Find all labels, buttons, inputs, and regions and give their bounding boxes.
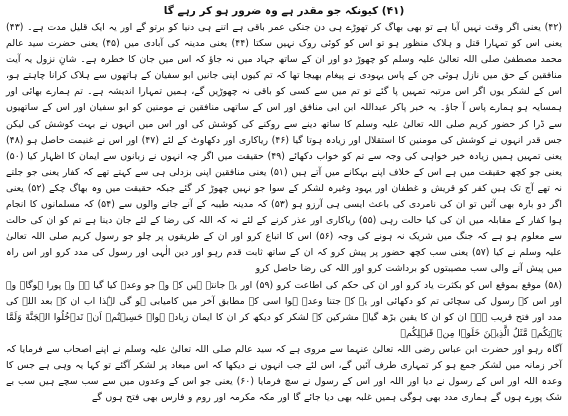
commentary-paragraph: آگاہ رہو اور حضرت ابن عباس رضی اللہ تعالیٰ عنہما سے مروی ہے کہ سید عالم صلی اللہ تعالیٰ علیہ وسلم نے اپنے اصحاب سے فرمایا کہ آخر زمانہ میں لشکر جمع ہو کر تمہاری طرف آئیں گے، اس لئے جب انہوں نے دیکھا کہ اس میعاد پر لشکر آگئے تو کہا یہ وہی ہے جس کا وعدہ اللہ اور اس کے رسول نے دیا اور اللہ اور اس کے رسول نے سچ فرمایا (۶۰) یعنی جو اس کے وعدوں میں سے سب سچے ہیں سب بے شک پورے ہوں گے ہماری مدد بھی ہوگی ہمیں غلبہ بھی دیا جائے گا اور مکہ مکرمہ اور روم و فارس بھی فتح ہوں گے <box>6 343 562 404</box>
page-heading: (۴۱) کیونکہ جو مقدر ہے وہ ضرور ہو کر رہے گا <box>163 5 405 17</box>
commentary-paragraph: (۴۲) یعنی اگر وقت نہیں آیا ہے تو بھی بھاگ کر تھوڑے ہی دن جنکی عمر باقی ہے اتنے ہی دنیا کو برتو گے اور یہ ایک قلیل مدت ہے۔ (۴۳) یعنی اس کو تمہارا قتل و ہلاک منظور ہو تو اس کو کوئی روک نہیں سکتا (۴۴) یعنی مدینہ کی آبادی میں (۴۵) یعنی حضرت سید عالم محمد مصطفیٰ صلی اللہ تعالیٰ علیہ وسلم کو چھوڑ دو اور ان کے ساتھ جہاد میں نہ جاؤ کہ اس میں جان کا خطرہ ہے۔ شانِ نزول یہ آیت منافقین کے حق میں نازل ہوئی جن کے پاس یہودی نے پیغام بھیجا تھا کہ تم کیوں اپنی جانیں ابو سفیان کے ہاتھوں سے ہلاک کرانا چاہتے ہو، اس کے لشکر یوں اگر اس مرتبہ تمہیں پا گئے تو تم میں سے کسی کو باقی نہ چھوڑیں گے، ہمیں تمہارا اندیشہ ہے۔ تم ہمارے بھائی اور ہمسایہ ہو ہمارے پاس آ جاؤ۔ یہ خبر پاکر عبداللہ ابن ابی منافق اور اس کے ساتھی منافقین نے مومنین کو ابو سفیان اور اس کے ساتھیوں سے ڈرا کر حضور کریم صلی اللہ تعالیٰ علیہ وسلم کا ساتھ دینے سے روکنے کی کوشش کی اور اس میں انہوں نے بہت کوشش کی لیکن جس قدر انہوں نے کوشش کی مومنین کا استقلال اور زیادہ ہوتا گیا (۴۶) ریاکاری اور دکھاوٹ کے لئے (۴۷) اور اس نے غنیمت حاصل ہو (۴۸) یعنی تمہیں ہمیں زیادہ خیر خواہی کی وجہ سے تم کو خواب دکھائے (۴۹) حقیقت میں اگر چہ انہوں نے زبانوں سے ایمان کا اظہار کیا (۵۰) یعنی جو کچھ حقیقت میں ہے اس کے خلاف اپنے بہکانے میں آتے ہیں (۵۱) یعنی منافقین اپنی بزدلی ہی سے کہتے تھے کہ کفار یعنی جو جلتے نہ تھے آج تک ہیں کفر کو قریش و غطفان اور یہود وغیرہ لشکر کے سوا جو نہیں چھوڑ کر گئے جبکہ حقیقت میں وہ بھاگ چکے (۵۲) یعنی اگر دو بارہ بھی آئیں تو ان کی نامردی کی باعث ایسی ہی آرزو ہو (۵۳) کہ مدینہ طیبہ کے آنے جانے والوں سے (۵۴) کہ مسلمانوں کا انجام ہوا کفار کے مقابلہ میں ان کی کیا حالت رہی (۵۵) ریاکاری اور عذر کرنے کے لئے نہ کہ اللہ کی رضا کے لئے جان دینا ہے تم کو ان کی حالت سے معلوم ہو ہے کہ جنگ میں شریک نہ ہونے کی وجہ (۵۶) اس کا اتباع کرو اور ان کے طریقوں پر چلو جو رسول کریم صلی اللہ تعالیٰ علیہ وسلم نے کیا (۵۷) یعنی سب کچھ حضور پر پیش کرو کہ ان کے ساتھ ثابت قدم رہو اور دین الٰہی اور رسول کی مدد کرو اور اس راہ میں پیش آنے والی سب مصیبتوں کو برداشت کرو اور اللہ کی رضا حاصل کرو <box>6 22 563 275</box>
commentary-paragraph: (۵۸) موقع بموقع اس کو بکثرت یاد کرو اور ان کی حکم کی اطاعت کرو (۵۹) اور یہ جانتے ہیں کہ وہ جو وعدہ کیا گیا ہے وہ پورا ہوگا۔ وہ اور اس کے رسول کی سچائی تم کو دکھائی اور یہ کہ جتنا وعدہ ہوا اسی کے مطابق آخر میں کامیابی ہو گی لہٰذا اب ان کے بعد اللہ کی مدد اور فتح قریب ہے۔ ان کو ان کا یقین بڑھ گیا۔ مشرکین کے لشکر کو دیکھ کر ان کا ایمان زیادہ ہوا۔ حَسِبۡتُمۡ اَنۡ تَدۡخُلُوا الۡجَنَّةَ وَلَمَّا یَاۡتِکُمۡ مَّثَلُ الَّذِیۡنَ خَلَوۡا مِنۡ قَبۡلِکُمۡ <box>6 279 562 339</box>
